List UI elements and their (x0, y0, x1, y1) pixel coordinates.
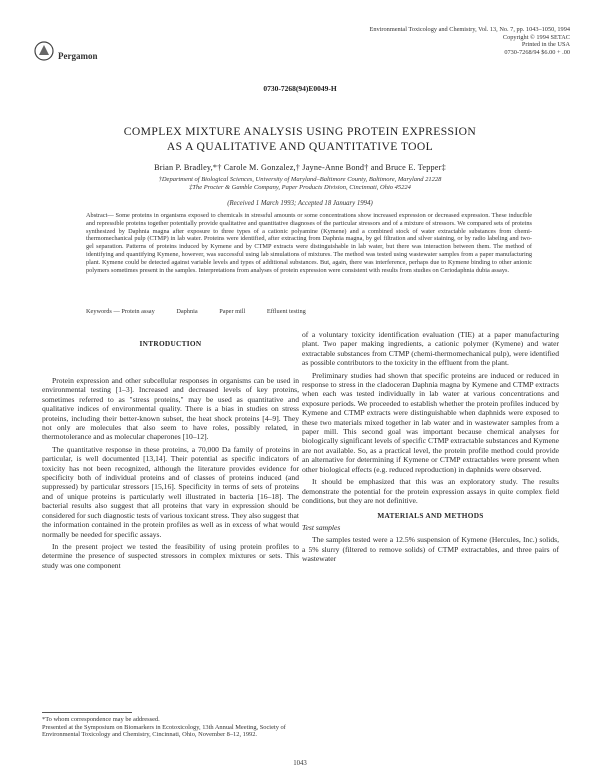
journal-line-1: Environmental Toxicology and Chemistry, Vol. 13, No. 7, pp. 1043–1050, 1994 (369, 26, 570, 33)
paragraph: The samples tested were a 12.5% suspension of Kymene (Hercules, Inc.) solids, a 5% slurry (filtered to remove solids) of CTMP extractables, and three pairs of wastewater (302, 535, 559, 563)
article-title (80, 124, 520, 154)
keyword: Daphnia (176, 308, 198, 315)
received-dates: (Received 1 March 1993; Accepted 18 January 1994) (227, 200, 373, 207)
keywords-label: Keywords — (86, 308, 122, 315)
keyword: Effluent testing (266, 308, 306, 315)
journal-citation (272, 26, 570, 56)
paragraph: Protein expression and other subcellular responses in organisms can be used in environmental testing [1–3]. Increased and decreased levels of key proteins, sometimes referred to as "stress proteins," may be used as quantitative and qualitative indices of environmental quality. There is a bias in studies on stress proteins, including their better-known subset, the heat shock proteins [4–9]. They not only are molecules that also seem to have roles, possibly related, in thermotolerance and as molecular chaperones [10–12]. (42, 376, 299, 442)
methods-heading: MATERIALS AND METHODS (377, 511, 484, 521)
journal-line-4: 0730-7268/94 $6.00 + .00 (504, 48, 570, 56)
journal-line-3: Printed in the USA (521, 41, 570, 48)
test-samples-heading: Test samples (302, 522, 341, 532)
paragraph: The quantitative response in these proteins, a 70,000 Da family of proteins in particular, is well documented [13,14]. Their potential as specific indicators of toxicity has not been recognized, although the literature provides evidence for specificity both of individual proteins and of classes of proteins induced (and suppressed) by particular stressors [15,16]. Specificity in terms of sets of proteins and of unique proteins is particularly well illustrated in bacteria [16–18]. The bacterial results also suggest that all proteins that vary in expression should be considered for such diagnostic tests of various toxicant stress. They also suggest that the information contained in the protein profiles as well as in excess of what would normally be needed for specific assays. (42, 444, 299, 539)
affiliation-1: †Department of Biological Sciences, University of Maryland–Baltimore County, Baltimore, Maryland 21228 (158, 176, 442, 183)
keyword: Paper mill (219, 308, 246, 315)
footnote-correspondence: *To whom correspondence may be addressed. (42, 716, 160, 723)
keyword: Protein assay (121, 308, 155, 315)
paragraph: It should be emphasized that this was an exploratory study. The results demonstrate the potential for the protein expression assays in quite complex field conditions, but they are not definitive. (302, 477, 559, 505)
keywords (86, 308, 532, 315)
title-line-1: COMPLEX MIXTURE ANALYSIS USING PROTEIN EXPRESSION (123, 125, 477, 138)
publisher-name: Pergamon (58, 51, 98, 61)
article-identifier: 0730-7268(94)E0049-H (263, 84, 337, 93)
affiliations (30, 176, 570, 192)
right-column (302, 330, 559, 566)
paragraph: Preliminary studies had shown that specific proteins are induced or reduced in response to stress in the cladoceran Daphnia magna by Kymene and CTMP extracts when each was tested individually in lab water at various concentrations and exposure periods. We proceeded to establish whether the protein profiles induced by Kymene and CTMP extracts were distinguishable when daphnids were exposed to these two materials mixed together in lab water and in wastewater samples from a paper mill. This second goal was important because chemical analyses for biologically significant levels of specific CTMP extractable substances and Kymene are not available. So, as a practical level, the protein profile method could provide an alternative for determining if Kymene or CTMP extractables were present when other biological effects (e.g. reduced reproduction) in daphnids were observed. (302, 370, 559, 474)
page-number: 1043 (293, 760, 307, 767)
abstract-label: Abstract (86, 212, 108, 219)
footnote-divider (42, 712, 132, 713)
author-list: Brian P. Bradley,*† Carole M. Gonzalez,† Jayne-Anne Bond† and Bruce E. Tepper‡ (154, 163, 446, 172)
paragraph: of a voluntary toxicity identification evaluation (TIE) at a paper manufacturing plant. Two paper making ingredients, a cationic polymer (Kymene) and water extractable substances from CTMP (chemi-thermomechanical pulp), were identified as possible contributors to the toxicity in the effluent from the plant. (302, 330, 559, 368)
publisher-logo (33, 40, 55, 62)
abstract-text: — Some proteins in organisms exposed to chemicals in stressful amounts or some concentrations show increased expression or decreased expression. These inducible and repressible proteins together potentially provide qualitative and quantitative diagnoses of the particular stressors and of a mixture of stressors. We compared sets of proteins synthesized by Daphnia magna after exposure to three types of a cationic polyamine (Kymene) and a combined stock of water extractable substances from chemi-thermomechanical pulp (CTMP) in lab water. Proteins were identified, after extracting from Daphnia magna, by gel filtration and silver staining, or by radio labeling and two-gel separation. Patterns of proteins induced by Kymene and by CTMP extracts were distinguishable in lab water, but there was interaction between them. The method of identifying and quantifying Kymene, however, was successful using lab simulations of mixtures. The method was tested using wastewater samples from a paper manufacturing plant. Kymene could be detected against variable levels and types of additional substances. But, again, there was interference, perhaps due to Kymene binding to other anionic polymers sometimes present in the samples. Interpretations from analyses of protein expression were consistent with results from studies on Ceriodaphnia dubia assays. (86, 212, 532, 274)
affiliation-2: ‡The Procter & Gamble Company, Paper Products Division, Cincinnati, Ohio 45224 (189, 184, 411, 191)
abstract (86, 212, 532, 274)
introduction-heading: INTRODUCTION (139, 339, 202, 348)
footnote-presented: Presented at the Symposium on Biomarkers in Ecotoxicology, 13th Annual Meeting, Society of Environmental Toxicology and Chemistry, Cincinnati, Ohio, November 8–12, 1992. (42, 723, 286, 739)
title-line-2: AS A QUALITATIVE AND QUANTITATIVE TOOL (166, 140, 434, 153)
journal-line-2: Copyright © 1994 SETAC (502, 33, 570, 41)
left-column (42, 376, 299, 573)
paragraph: In the present project we tested the feasibility of using protein profiles to determine the presence of suspected stressors in complex mixtures or sets. This study was one component (42, 541, 299, 570)
footnotes (42, 716, 299, 739)
